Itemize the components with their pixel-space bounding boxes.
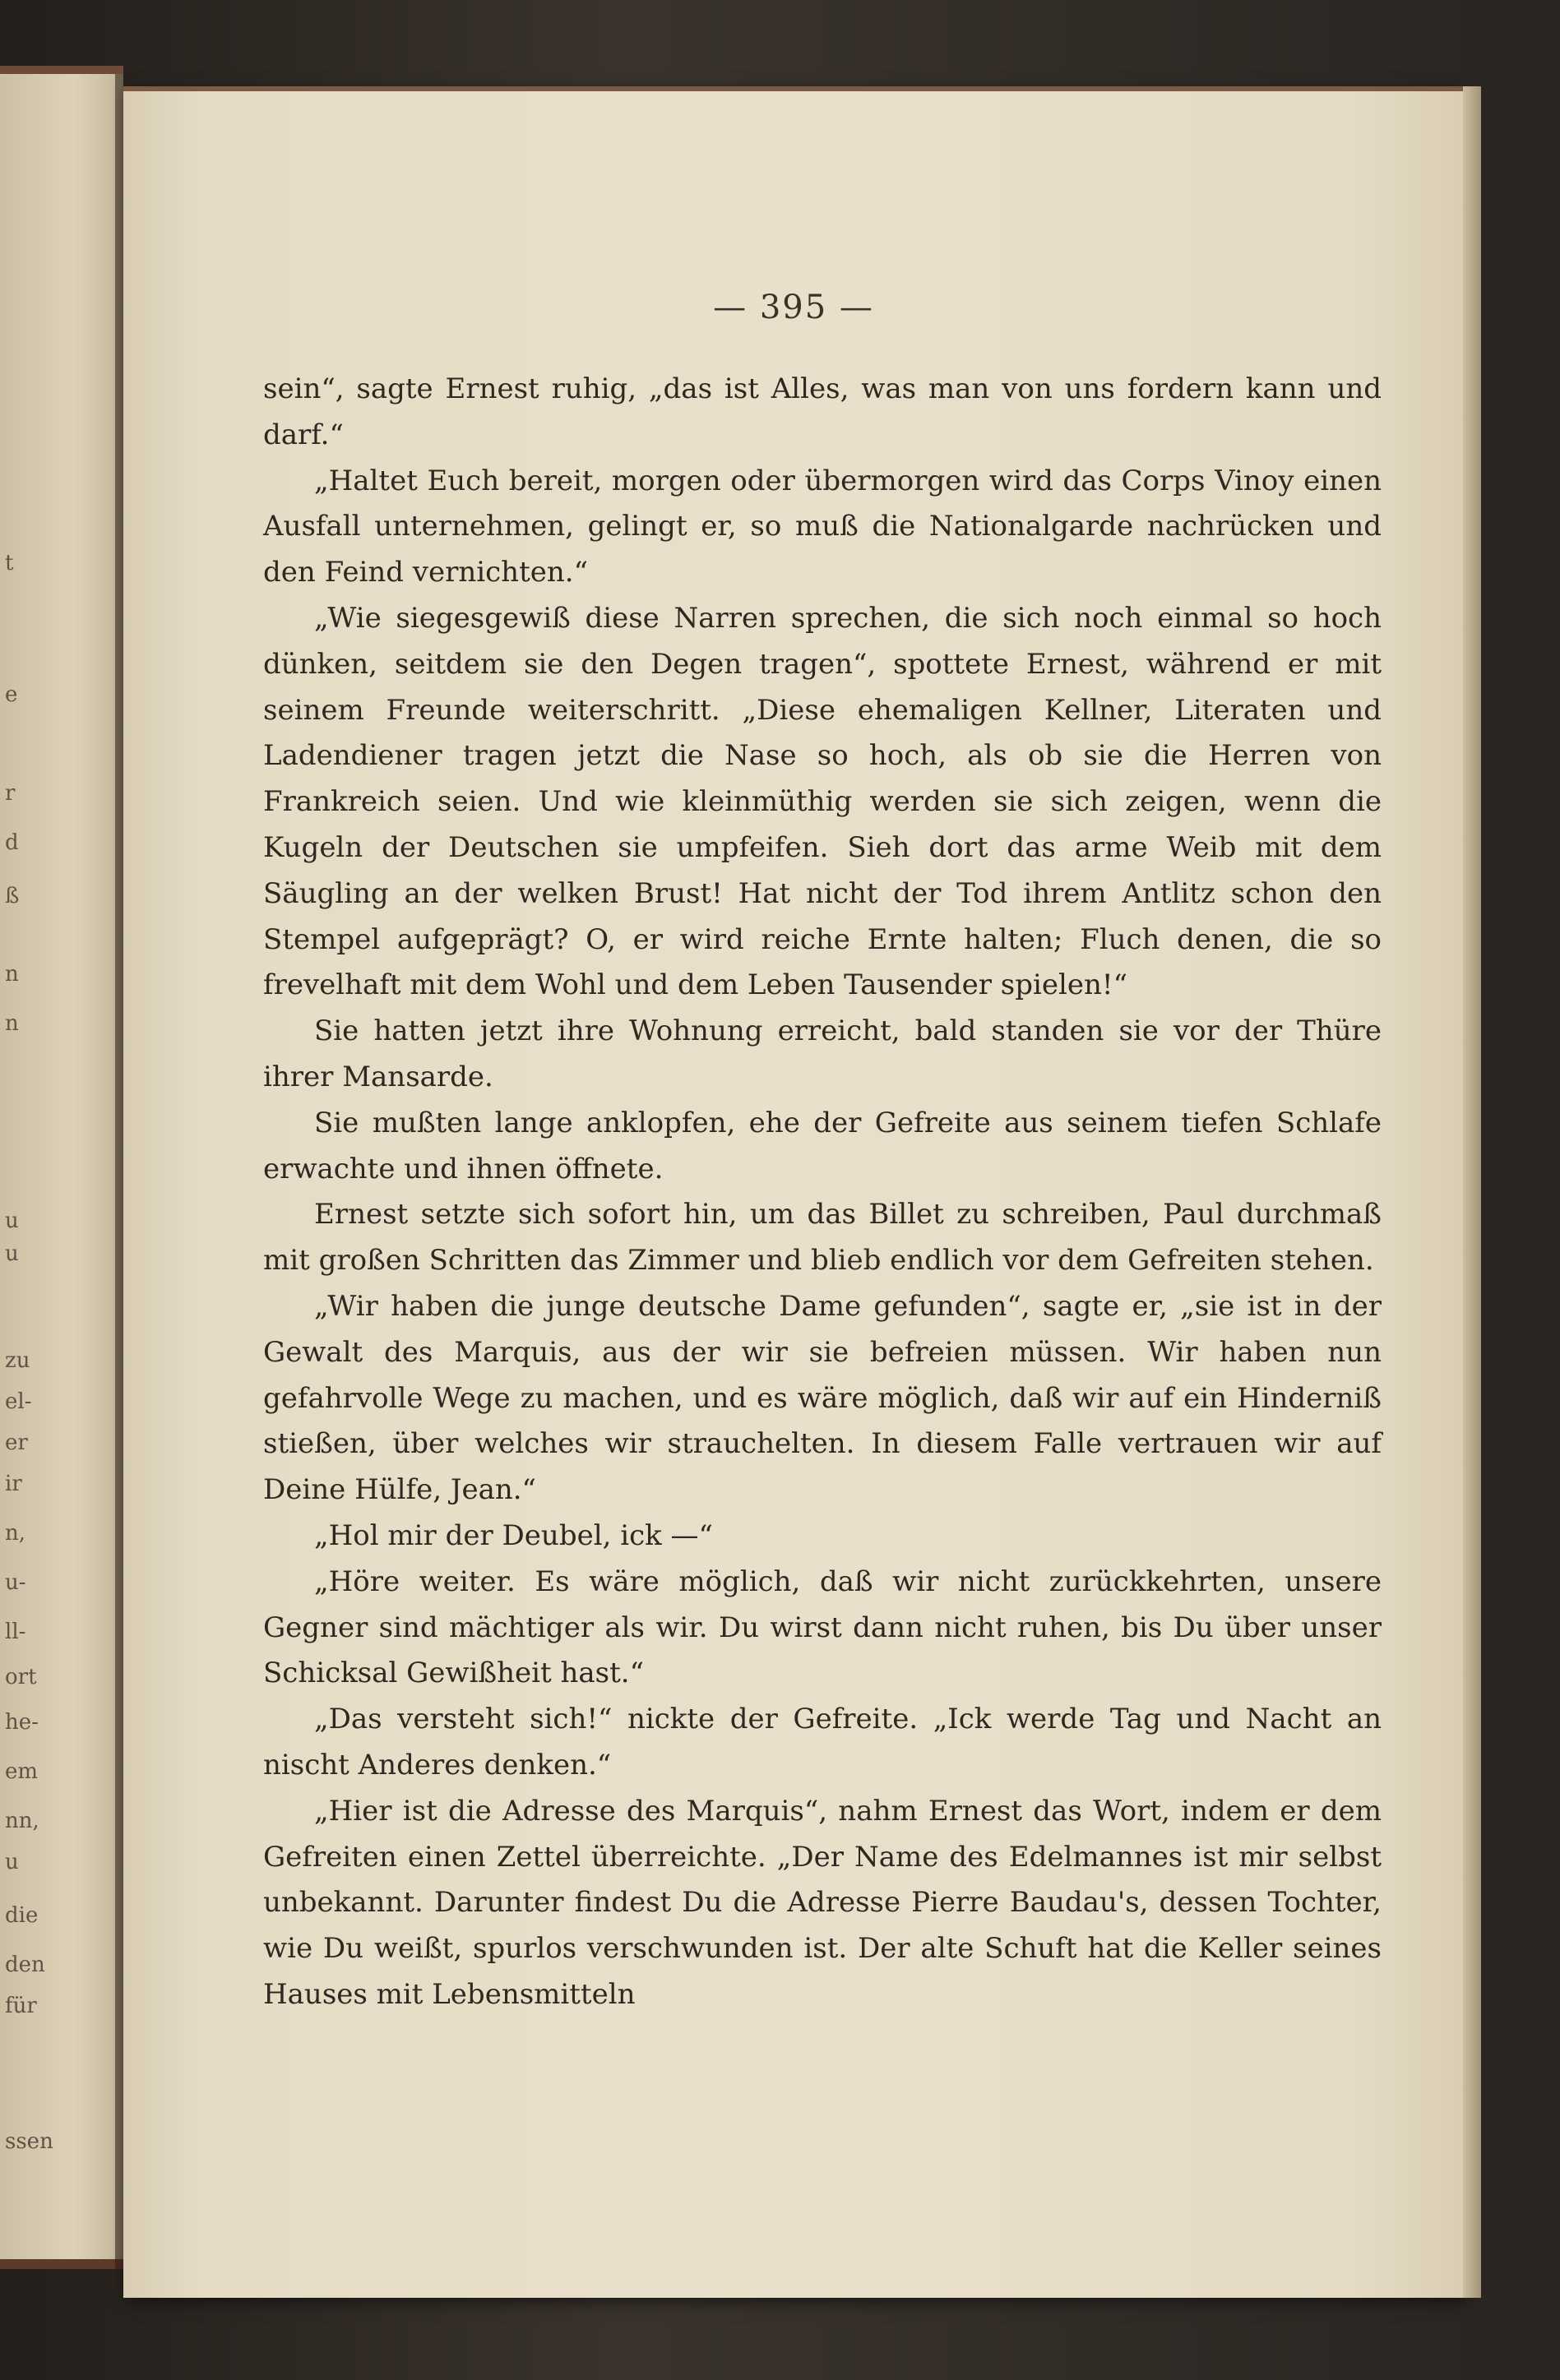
left-fragment: e	[5, 682, 18, 707]
paragraph: Ernest setzte sich sofort hin, um das Billet zu schreiben, Paul durchmaß mit großen Schritten das Zimmer und blieb endlich vor dem Gefreiten stehen.	[263, 1198, 1382, 1278]
left-fragment: er	[5, 1430, 28, 1455]
left-fragment: he-	[5, 1710, 39, 1735]
left-fragment: u-	[5, 1570, 26, 1595]
paragraph: Sie hatten jetzt ihre Wohnung erreicht, bald standen sie vor der Thüre ihrer Mansarde.	[263, 1014, 1382, 1093]
left-fragment: n	[5, 962, 19, 987]
left-fragment: ir	[5, 1472, 22, 1496]
left-fragment: n,	[5, 1521, 26, 1546]
left-fragment: zu	[5, 1348, 30, 1373]
book-page	[123, 86, 1464, 2298]
left-fragment: d	[5, 830, 19, 855]
left-fragment: u	[5, 1241, 19, 1266]
left-fragment: ssen	[5, 2129, 53, 2154]
paragraph: sein“, sagte Ernest ruhig, „das ist Alles, was man von uns fordern kann und darf.“	[263, 372, 1382, 451]
left-fragment: el-	[5, 1389, 32, 1414]
paragraph: „Hier ist die Adresse des Marquis“, nahm Ernest das Wort, indem er dem Gefreiten einen Zettel überreichte. „Der Name des Edelmannes ist mir selbst unbekannt. Darunter findest Du die Adresse Pierre Baudau's, dessen Tochter, wie Du weißt, spurlos verschwunden ist. Der alte Schuft hat die Keller seines Hauses mit Lebensmitteln	[263, 1794, 1382, 2011]
left-fragment: ort	[5, 1665, 37, 1689]
left-fragment: nn,	[5, 1809, 39, 1833]
left-fragment: n	[5, 1011, 19, 1036]
paragraph: „Haltet Euch bereit, morgen oder übermorgen wird das Corps Vinoy einen Ausfall unternehmen, gelingt er, so muß die Nationalgarde nachrücken und den Feind vernichten.“	[263, 464, 1382, 589]
left-fragment: t	[5, 551, 14, 575]
paragraph: „Wir haben die junge deutsche Dame gefunden“, sagte er, „sie ist in der Gewalt des Marquis, aus der wir sie befreien müssen. Wir haben nun gefahrvolle Wege zu machen, und es wäre möglich, daß wir auf ein Hinderniß stießen, über welches wir strauchelten. In diesem Falle vertrauen wir auf Deine Hülfe, Jean.“	[263, 1289, 1382, 1507]
paragraph: „Wie siegesgewiß diese Narren sprechen, die sich noch einmal so hoch dünken, seitdem sie den Degen tragen“, spottete Ernest, während er mit seinem Freunde weiterschritt. „Diese ehemaligen Kellner, Literaten und Ladendiener tragen jetzt die Nase so hoch, als ob sie die Herren von Frankreich seien. Und wie kleinmüthig werden sie sich zeigen, wenn die Kugeln der Deutschen sie umpfeifen. Sieh dort das arme Weib mit dem Säugling an der welken Brust! Hat nicht der Tod ihrem Antlitz schon den Stempel aufgeprägt? O, er wird reiche Ernte halten; Fluch denen, die so frevelhaft mit dem Wohl und dem Leben Tausender spielen!“	[263, 601, 1382, 1002]
left-fragment: r	[5, 781, 16, 806]
paragraph: „Hol mir der Deubel, ick —“	[314, 1518, 713, 1552]
left-fragment: u	[5, 1208, 19, 1233]
page-number: — 395 —	[713, 289, 874, 326]
previous-page	[0, 66, 123, 2269]
paragraph: „Das versteht sich!“ nickte der Gefreite. „Ick werde Tag und Nacht an nischt Anderes denken.“	[263, 1703, 1382, 1782]
left-fragment: u	[5, 1850, 19, 1874]
body-text	[263, 367, 1382, 2018]
page-edge	[1463, 86, 1481, 2298]
paragraph: Sie mußten lange anklopfen, ehe der Gefreite aus seinem tiefen Schlafe erwachte und ihnen öffnete.	[263, 1106, 1382, 1185]
left-fragment: ll-	[5, 1620, 26, 1644]
left-fragment: für	[5, 1994, 37, 2018]
paragraph: „Höre weiter. Es wäre möglich, daß wir nicht zurückkehrten, unsere Gegner sind mächtiger als wir. Du wirst dann nicht ruhen, bis Du über unser Schicksal Gewißheit hast.“	[263, 1564, 1382, 1690]
left-fragment: em	[5, 1759, 39, 1784]
left-fragment: ß	[5, 884, 20, 908]
left-fragment: den	[5, 1953, 45, 1977]
left-fragment: die	[5, 1903, 39, 1928]
